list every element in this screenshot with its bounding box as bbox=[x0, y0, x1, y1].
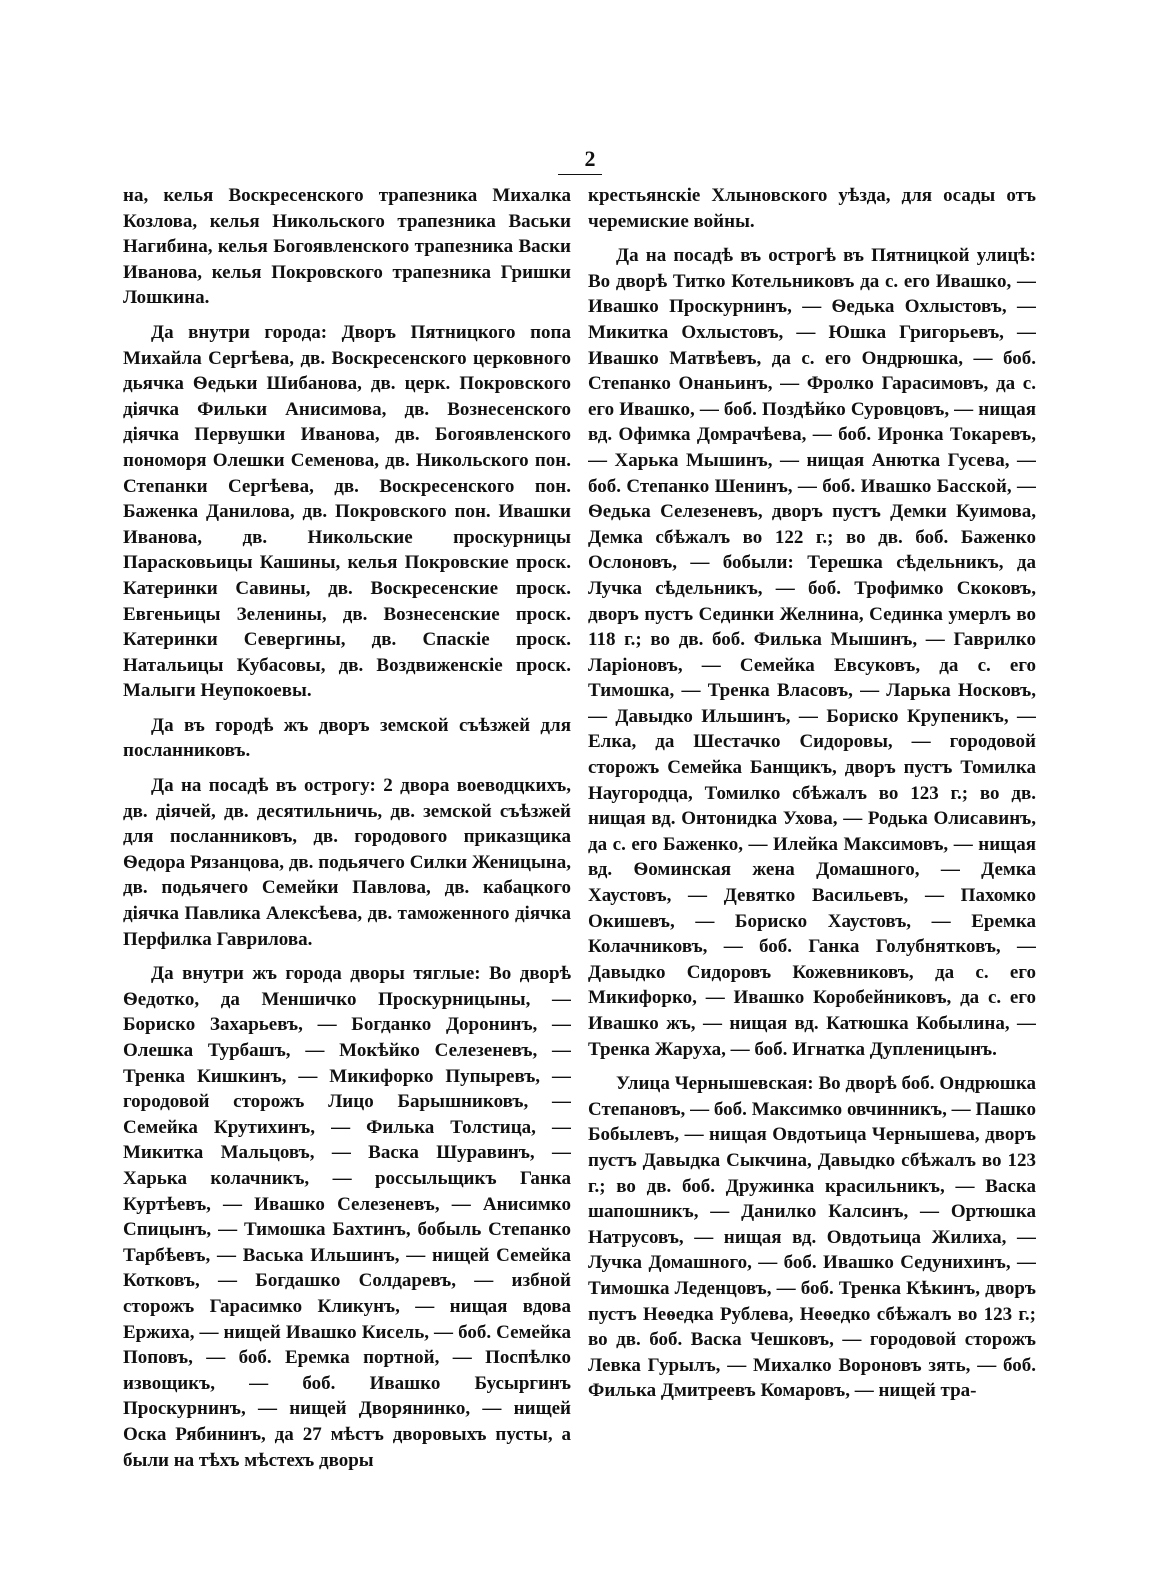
page-number-rule bbox=[558, 174, 602, 175]
page-number: 2 bbox=[584, 146, 596, 171]
right-paragraph-2: Да на посадѣ въ острогѣ въ Пятницкой улицѣ: Во дворѣ Титко Котельниковъ да с. его Ивашко, — Ивашко Проскурнинъ, — Ѳедька Охлыстовъ, — Микитка Охлыстовъ, — Юшка Григорьевъ, — Ивашко Матвѣевъ, да с. его Ондрюшка, — боб. Степанко Онаньинъ, — Фролко Гарасимовъ, да с. его Ивашко, — боб. Поздѣйко Суровцовъ, — нищая вд. Офимка Домрачѣева, — боб. Иронка Токаревъ, — Харька Мышинъ, — нищая Анютка Гусева, — боб. Степанко Шенинъ, — боб. Ивашко Басской, — Ѳедька Селезеневъ, дворъ пустъ Демки Куимова, Демка сбѣжалъ во 122 г.; во дв. боб. Баженко Ослоновъ, — бобыли: Терешка сѣдельникъ, да Лучка сѣдельникъ, — боб. Трофимко Скоковъ, дворъ пустъ Сединки Желнина, Сединка умерлъ во 118 г.; во дв. боб. Филька Мышинъ, — Гаврилко Ларіоновъ, — Семейка Евсуковъ, да с. его Тимошка, — Тренка Власовъ, — Ларька Носковъ, — Давыдко Ильшинъ, — Бориско Крупеникъ, — Елка, да Шестачко Сидоровы, — городовой сторожъ Семейка Банщикъ, дворъ пустъ Томилка Наугородца, Томилко сбѣжалъ во 123 г.; во дв. нищая вд. Онтонидка Ухова, — Родька Олисавинъ, да с. его Баженко, — Илейка Максимовъ, — нищая вд. Ѳоминская жена Домашного, — Демка Хаустовъ, — Девятко Васильевъ, — Пахомко Окишевъ, — Бориско Хаустовъ, — Еремка Колачниковъ, — боб. Ганка Голубнятковъ, — Давыдко Сидоровъ Кожевниковъ, да с. его Микифорко, — Ивашко Коробейниковъ, да с. его Ивашко жъ, — нищая вд. Катюшка Кобылина, — Тренка Жаруха, — боб. Игнатка Дупленицынъ. bbox=[588, 245, 1036, 1060]
right-paragraph-1: крестьянскіе Хлыновского уѣзда, для осады отъ черемиские войны. bbox=[588, 185, 1036, 232]
left-paragraph-2: Да внутри города: Дворъ Пятницкого попа Михайла Сергѣева, дв. Воскресенского церковного дьячка Ѳедьки Шибанова, дв. церк. Покровского діячка Фильки Анисимова, дв. Вознесенского діячка Первушки Иванова, дв. Богоявленского пономоря Олешки Семенова, дв. Никольского пон. Степанки Сергѣева, дв. Воскресенского пон. Баженка Данилова, дв. Покровского пон. Ивашки Иванова, дв. Никольские проскурницы Парасковьицы Кашины, келья Покровские проск. Катеринки Савины, дв. Воскресенские проск. Евгеньицы Зеленины, дв. Вознесенские проск. Катеринки Севергины, дв. Спаскіе проск. Натальицы Кубасовы, дв. Воздвиженскіе проск. Малыги Неупокоевы. bbox=[123, 321, 571, 702]
right-paragraph-3: Улица Чернышевская: Во дворѣ боб. Ондрюшка Степановъ, — боб. Максимко овчинникъ, — Пашко Бобылевъ, — нищая Овдотьица Чернышева, дворъ пустъ Давыдка Сыкчина, Давыдко сбѣжалъ во 123 г.; во дв. боб. Дружинка красильникъ, — Васка шапошникъ, — Данилко Калсинъ, — Ортюшка Натрусовъ, — нищая вд. Овдотьица Жилиха, — Лучка Домашного, — боб. Ивашко Седунихинъ, — Тимошка Леденцовъ, — боб. Тренка Кѣкинъ, дворъ пустъ Неѳедка Рублева, Неѳедко сбѣжалъ во 123 г.; во дв. боб. Васка Чешковъ, — городовой сторожъ Левка Гурылъ, — Михалко Вороновъ зять, — боб. Филька Дмитреевъ Комаровъ, — нищей тра- bbox=[588, 1073, 1036, 1402]
left-paragraph-5: Да внутри жъ города дворы тяглые: Во дворѣ Ѳедотко, да Меншичко Проскурницыны, — Бориско Захарьевъ, — Богданко Доронинъ, — Олешка Турбашъ, — Мокѣйко Селезеневъ, — Тренка Кишкинъ, — Микифорко Пупыревъ, — городовой сторожъ Лицо Барышниковъ, — Семейка Крутихинъ, — Филька Толстица, — Микитка Мальцовъ, — Васка Шуравинъ, — Харька колачникъ, — россыльщикъ Ганка Куртѣевъ, — Ивашко Селезеневъ, — Анисимко Спицынъ, — Тимошка Бахтинъ, бобыль Степанко Тарбѣевъ, — Васька Ильшинъ, — нищей Семейка Котковъ, — Богдашко Солдаревъ, — избной сторожъ Гарасимко Кликунъ, — нищая вдова Ержиха, — нищей Ивашко Кисель, — боб. Семейка Поповъ, — боб. Еремка портной, — Поспѣлко извощикъ, — боб. Ивашко Бусыргинъ Проскурнинъ, — нищей Дворянинко, — нищей Оска Рябининъ, да 27 мѣстъ дворовыхъ пусты, а были на тѣхъ мѣстехъ дворы bbox=[123, 963, 571, 1471]
left-paragraph-3: Да въ городѣ жъ дворъ земской съѣзжей для посланниковъ. bbox=[123, 714, 571, 762]
left-paragraph-4: Да на посадѣ въ острогу: 2 двора воеводцкихъ, дв. діячей, дв. десятильничь, дв. земской съѣзжей для посланниковъ, дв. городового приказщика Ѳедора Рязанцова, дв. подьячего Силки Женицына, дв. подьячего Семейки Павлова, дв. кабацкого діячка Павлика Алексѣева, дв. таможенного діячка Перфилка Гаврилова. bbox=[123, 775, 571, 950]
left-paragraph-1: на, келья Воскресенского трапезника Михалка Козлова, келья Никольского трапезника Васьки Нагибина, келья Богоявленского трапезника Васки Иванова, келья Покровского трапезника Гришки Лошкина. bbox=[123, 185, 571, 309]
left-column bbox=[123, 183, 571, 1553]
right-column bbox=[588, 183, 1036, 1553]
